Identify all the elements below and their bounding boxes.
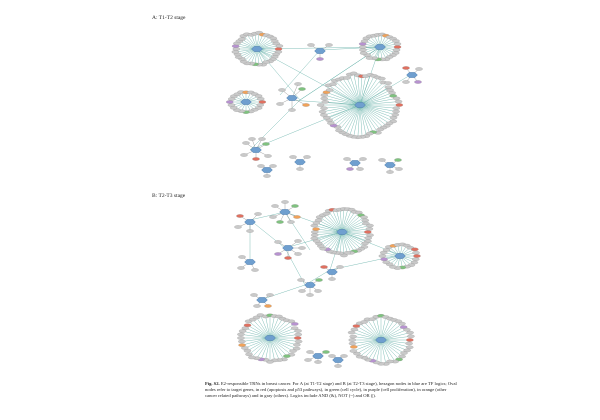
target-gene-node	[248, 137, 255, 140]
target-gene-node	[407, 335, 414, 338]
regulation-edge	[372, 319, 381, 340]
tf-logic-node	[295, 159, 306, 164]
target-gene-node	[288, 108, 295, 111]
target-gene-node	[406, 331, 413, 334]
target-gene-node	[264, 304, 271, 307]
target-gene-node	[289, 349, 296, 352]
regulation-edge	[360, 340, 381, 357]
target-gene-node	[366, 56, 373, 59]
target-gene-node	[244, 324, 251, 327]
target-gene-node	[393, 48, 400, 51]
target-gene-node	[245, 353, 252, 356]
regulation-edge	[360, 105, 387, 126]
target-gene-node	[390, 116, 397, 119]
target-gene-node	[257, 103, 264, 106]
regulation-edge	[356, 326, 381, 340]
target-gene-node	[394, 45, 401, 48]
tf-logic-node	[305, 282, 316, 287]
target-gene-node	[334, 364, 341, 367]
target-gene-node	[278, 88, 285, 91]
target-gene-node	[242, 141, 249, 144]
target-gene-node	[385, 82, 392, 85]
tf-logic-node	[376, 337, 387, 342]
target-gene-node	[314, 289, 321, 292]
target-gene-node	[315, 219, 322, 222]
target-gene-node	[271, 204, 278, 207]
caption-text: E2-responsible TRNs in breast cancer. For A (at T1-T2 stage) and B (at T2-T3 stage), hexagon nodes in blue are TF logics; Oval nodes refer to target genes, in red (apoptosis and p53 pathways), in green (cell cycle), in purple (cell proliferation), in orange (other cancer related pathways) and in gray (others). Logics include AND (&), NOT (~) and OR (|).	[205, 381, 457, 399]
target-gene-node	[412, 251, 419, 254]
regulation-edge	[381, 321, 398, 340]
target-gene-node	[377, 128, 384, 131]
tf-logic-node	[245, 259, 256, 264]
target-gene-node	[320, 113, 327, 116]
target-gene-node	[351, 328, 358, 331]
target-gene-node	[328, 277, 335, 280]
target-gene-node	[406, 338, 413, 341]
regulation-edge	[270, 321, 291, 338]
regulation-edge	[270, 316, 279, 338]
target-gene-node	[414, 80, 421, 83]
target-gene-node	[294, 82, 301, 85]
target-gene-node	[228, 103, 235, 106]
regulation-edge	[270, 338, 279, 360]
target-gene-node	[315, 278, 322, 281]
target-gene-node	[356, 167, 363, 170]
target-gene-node	[317, 103, 324, 106]
target-gene-node	[402, 80, 409, 83]
target-gene-node	[393, 97, 400, 100]
target-gene-node	[252, 157, 259, 160]
target-gene-node	[251, 268, 258, 271]
target-gene-node	[364, 230, 371, 233]
target-gene-node	[237, 336, 244, 339]
target-gene-node	[320, 265, 327, 268]
target-gene-node	[293, 343, 300, 346]
target-gene-node	[258, 137, 265, 140]
target-gene-node	[320, 107, 327, 110]
target-gene-node	[257, 164, 264, 167]
panel-a-label: A: T1-T2 stage	[152, 15, 186, 21]
target-gene-node	[253, 304, 260, 307]
target-gene-node	[257, 97, 264, 100]
target-gene-node	[392, 39, 399, 42]
target-gene-node	[403, 328, 410, 331]
regulation-edge	[360, 83, 388, 105]
target-gene-node	[350, 345, 357, 348]
target-gene-node	[349, 342, 356, 345]
target-gene-node	[350, 335, 357, 338]
target-gene-node	[330, 83, 337, 86]
regulation-edge	[249, 321, 270, 338]
target-gene-node	[362, 219, 369, 222]
target-gene-node	[322, 350, 329, 353]
target-gene-node	[304, 358, 311, 361]
regulation-edge	[381, 340, 402, 356]
target-gene-node	[395, 100, 402, 103]
target-gene-node	[392, 110, 399, 113]
target-gene-node	[242, 327, 249, 330]
target-gene-node	[264, 154, 271, 157]
target-gene-node	[275, 47, 282, 50]
target-gene-node	[238, 343, 245, 346]
target-gene-node	[359, 157, 366, 160]
target-gene-node	[262, 142, 269, 145]
target-gene-node	[254, 212, 261, 215]
target-gene-node	[240, 153, 247, 156]
target-gene-node	[402, 66, 409, 69]
target-gene-node	[366, 234, 373, 237]
target-gene-node	[366, 227, 373, 230]
target-gene-node	[295, 333, 302, 336]
target-gene-node	[236, 214, 243, 217]
target-gene-node	[359, 48, 366, 51]
target-gene-node	[238, 340, 245, 343]
target-gene-node	[276, 102, 283, 105]
target-gene-node	[269, 215, 276, 218]
target-gene-node	[232, 50, 239, 53]
target-gene-node	[319, 110, 326, 113]
target-gene-node	[394, 158, 401, 161]
target-gene-node	[311, 230, 318, 233]
target-gene-node	[406, 346, 413, 349]
target-gene-node	[356, 355, 363, 358]
target-gene-node	[346, 167, 353, 170]
target-gene-node	[241, 346, 248, 349]
target-gene-node	[294, 329, 301, 332]
target-gene-node	[274, 252, 281, 255]
target-gene-node	[395, 167, 402, 170]
target-gene-node	[294, 336, 301, 339]
target-gene-node	[303, 155, 310, 158]
target-gene-node	[321, 94, 328, 97]
target-gene-node	[399, 355, 406, 358]
target-gene-node	[343, 157, 350, 160]
target-gene-node	[411, 248, 418, 251]
target-gene-node	[263, 174, 270, 177]
target-gene-node	[307, 43, 314, 46]
target-gene-node	[255, 94, 262, 97]
target-gene-node	[326, 88, 333, 91]
target-gene-node	[321, 97, 328, 100]
figure-caption	[205, 381, 457, 400]
target-gene-node	[396, 103, 403, 106]
target-gene-node	[392, 113, 399, 116]
target-gene-node	[237, 266, 244, 269]
target-gene-node	[274, 240, 281, 243]
target-gene-node	[238, 255, 245, 258]
target-gene-node	[283, 355, 290, 358]
target-gene-node	[365, 236, 372, 239]
regulation-edge	[260, 315, 270, 338]
target-gene-node	[340, 354, 347, 357]
tf-logic-node	[262, 167, 273, 172]
target-gene-node	[366, 224, 373, 227]
target-gene-node	[385, 86, 392, 89]
target-gene-node	[298, 87, 305, 90]
target-gene-node	[327, 122, 334, 125]
target-gene-node	[233, 47, 240, 50]
target-gene-node	[378, 77, 385, 80]
target-gene-node	[378, 158, 385, 161]
target-gene-node	[388, 91, 395, 94]
target-gene-node	[322, 100, 329, 103]
regulation-edge	[381, 340, 399, 359]
target-gene-node	[291, 204, 298, 207]
target-gene-node	[348, 331, 355, 334]
target-gene-node	[284, 256, 291, 259]
target-gene-node	[405, 342, 412, 345]
target-gene-node	[294, 252, 301, 255]
target-gene-node	[306, 293, 313, 296]
target-gene-node	[238, 38, 245, 41]
target-gene-node	[302, 103, 309, 106]
regulation-edge	[270, 324, 295, 338]
target-gene-node	[314, 360, 321, 363]
target-gene-node	[386, 170, 393, 173]
target-gene-node	[394, 42, 401, 45]
target-gene-node	[361, 216, 368, 219]
target-gene-node	[311, 237, 318, 240]
target-gene-node	[349, 338, 356, 341]
target-gene-node	[413, 254, 420, 257]
regulation-edge	[381, 319, 390, 340]
target-gene-node	[361, 242, 368, 245]
regulation-edge	[270, 338, 291, 355]
target-gene-node	[312, 227, 319, 230]
target-gene-node	[350, 349, 357, 352]
tf-logic-node	[333, 357, 344, 362]
target-gene-node	[250, 293, 257, 296]
target-gene-node	[298, 289, 305, 292]
regulation-edge	[357, 340, 381, 354]
target-gene-node	[412, 258, 419, 261]
target-gene-node	[359, 45, 366, 48]
target-gene-node	[335, 129, 342, 132]
regulation-edge	[360, 323, 381, 340]
target-gene-node	[289, 155, 296, 158]
target-gene-node	[400, 351, 407, 354]
target-gene-node	[383, 261, 390, 264]
regulation-edge	[260, 285, 305, 300]
regulation-edge	[261, 338, 270, 359]
regulation-edge	[372, 340, 381, 361]
panel-b-label: B: T2-T3 stage	[152, 193, 186, 199]
regulation-edge	[327, 105, 360, 118]
caption-figure-number: Fig. S2.	[205, 381, 220, 386]
target-gene-node	[239, 329, 246, 332]
target-gene-node	[234, 225, 241, 228]
target-gene-node	[269, 164, 276, 167]
target-gene-node	[291, 322, 298, 325]
target-gene-node	[293, 215, 300, 218]
target-gene-node	[311, 233, 318, 236]
target-gene-node	[380, 258, 387, 261]
target-gene-node	[297, 278, 304, 281]
target-gene-node	[296, 167, 303, 170]
target-gene-node	[276, 44, 283, 47]
target-gene-node	[379, 254, 386, 257]
target-gene-node	[266, 293, 273, 296]
target-gene-node	[361, 40, 368, 43]
target-gene-node	[393, 107, 400, 110]
target-gene-node	[328, 354, 335, 357]
target-gene-node	[295, 340, 302, 343]
tf-logic-node	[327, 269, 338, 274]
regulation-edge	[360, 105, 394, 118]
regulation-edge	[257, 49, 300, 100]
target-gene-node	[306, 350, 313, 353]
target-gene-node	[237, 333, 244, 336]
tf-logic-node	[407, 72, 418, 77]
tf-logic-node	[375, 44, 386, 49]
target-gene-node	[360, 52, 367, 55]
target-gene-node	[294, 239, 301, 242]
regulation-edge	[334, 105, 360, 126]
target-gene-node	[298, 246, 305, 249]
target-gene-node	[259, 100, 266, 103]
regulation-edge	[333, 84, 360, 105]
target-gene-node	[336, 265, 343, 268]
target-gene-node	[281, 200, 288, 203]
target-gene-node	[246, 229, 253, 232]
target-gene-node	[226, 100, 233, 103]
target-gene-node	[276, 220, 283, 223]
regulation-edge	[381, 340, 390, 361]
regulation-edge	[252, 338, 270, 357]
node-layer	[226, 31, 422, 368]
target-gene-node	[287, 220, 294, 223]
target-gene-node	[398, 322, 405, 325]
target-gene-node	[415, 67, 422, 70]
target-gene-node	[343, 76, 350, 79]
target-gene-node	[383, 248, 390, 251]
tf-logic-node	[315, 48, 326, 53]
target-gene-node	[325, 43, 332, 46]
target-gene-node	[316, 57, 323, 60]
regulation-edge	[250, 220, 285, 248]
target-gene-node	[248, 356, 255, 359]
tf-logic-node	[265, 335, 276, 340]
